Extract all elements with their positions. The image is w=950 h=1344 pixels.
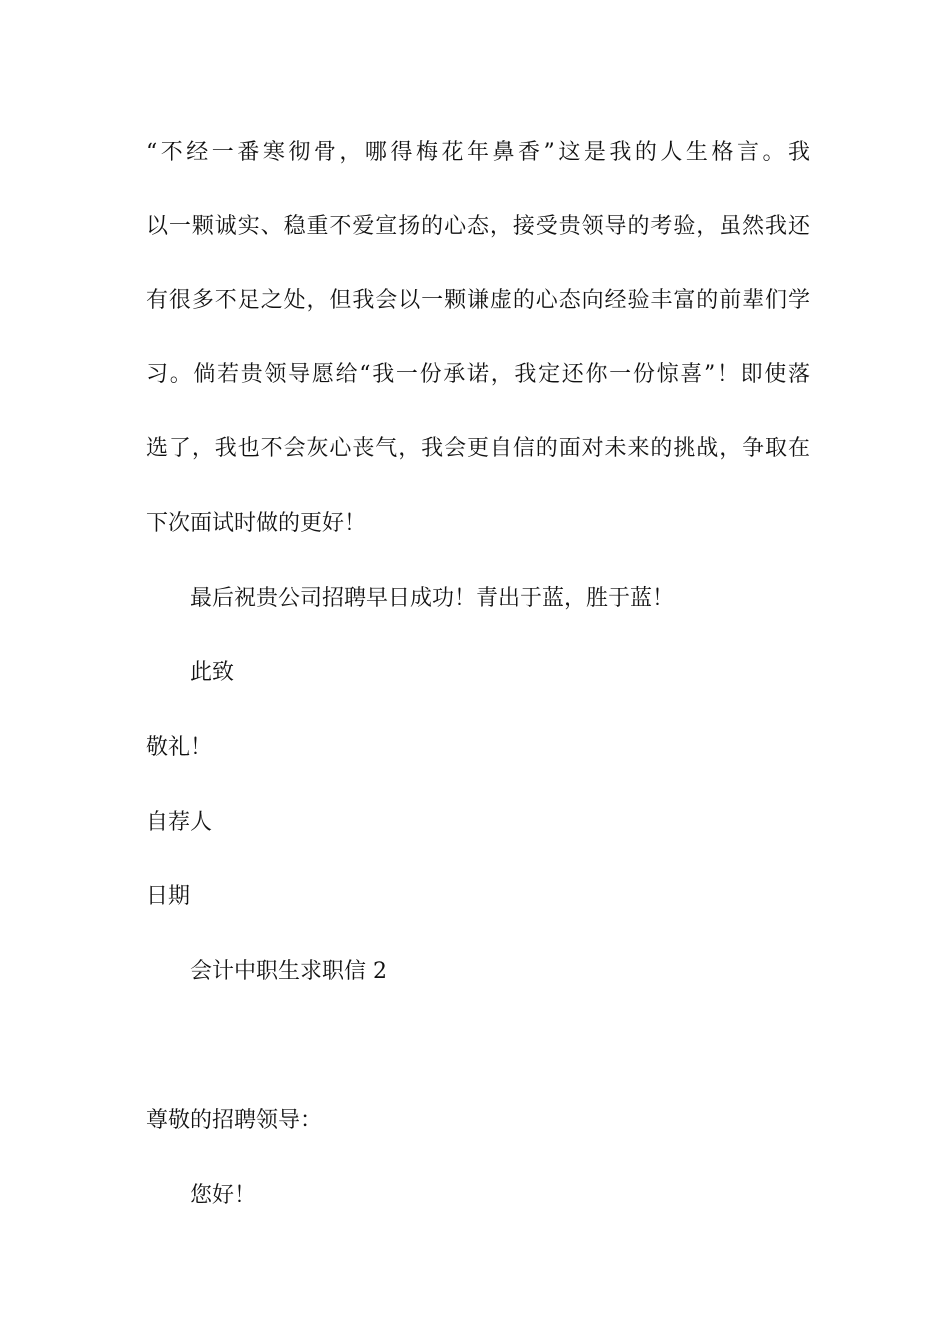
greeting-text: 尊敬的招聘领导： (146, 1108, 323, 1133)
paragraph-line-1: “不经一番寒彻骨，哪得梅花年鼻香”这是我的人生格言。我 (146, 140, 810, 165)
paragraph-line-2: 以一颗诚实、稳重不爱宣扬的心态，接受贵领导的考验，虽然我还 (146, 214, 810, 239)
paragraph-line-6: 下次面试时做的更好！ (146, 511, 367, 536)
paragraph-line-3: 有很多不足之处，但我会以一颗谦虚的心态向经验丰富的前辈们学 (146, 288, 810, 313)
section-title: 会计中职生求职信 2 (190, 959, 387, 984)
date-label: 日期 (146, 884, 191, 909)
closing-text: 此致 (190, 660, 235, 685)
hello-text: 您好！ (190, 1183, 257, 1208)
salute-text: 敬礼！ (146, 735, 213, 760)
wish-text: 最后祝贵公司招聘早日成功！青出于蓝，胜于蓝！ (190, 586, 675, 611)
signature-label: 自荐人 (146, 810, 213, 835)
paragraph-line-5: 选了，我也不会灰心丧气，我会更自信的面对未来的挑战，争取在 (146, 436, 810, 461)
paragraph-line-4: 习。倘若贵领导愿给“我一份承诺，我定还你一份惊喜”！即使落 (146, 362, 810, 387)
